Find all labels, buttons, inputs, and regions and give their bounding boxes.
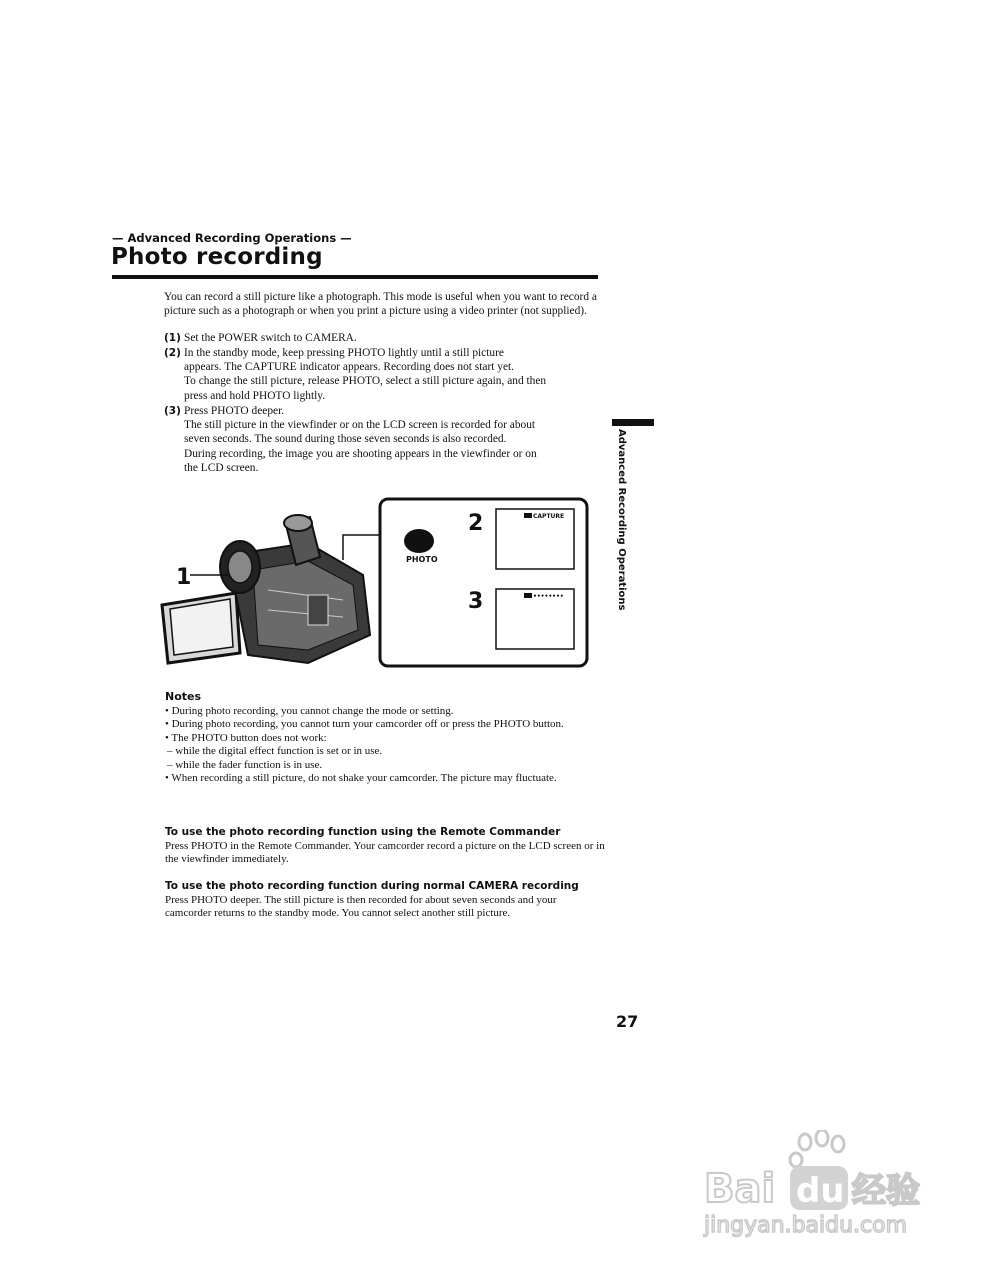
watermark-du: du: [796, 1171, 845, 1211]
title-rule: [112, 275, 598, 279]
step-line: To change the still picture, release PHOTO, select a still picture again, and then: [184, 375, 547, 388]
note-item: • During photo recording, you cannot turn your camcorder off or press the PHOTO button.: [165, 718, 564, 731]
step-number: (2): [164, 347, 181, 359]
note-subitem: – while the digital effect function is set or in use.: [167, 745, 383, 758]
step-line: press and hold PHOTO lightly.: [184, 389, 326, 402]
step-line: Press PHOTO deeper.: [184, 405, 285, 417]
note-item: • The PHOTO button does not work:: [165, 731, 327, 744]
camera-small-icon: [524, 593, 532, 598]
step-2: [164, 346, 614, 403]
paw-logo-icon: [790, 1130, 844, 1167]
normal-section-body: Press PHOTO deeper. The still picture is then recorded for about seven seconds and your camcorder returns to the standby mode. You cannot select another still picture.: [165, 894, 557, 920]
capture-indicator: CAPTURE: [533, 513, 565, 520]
step-line: During recording, the image you are shooting appears in the viewfinder or on: [184, 447, 537, 460]
step-1: [164, 331, 614, 345]
step-line: In the standby mode, keep pressing PHOTO lightly until a still picture: [184, 347, 504, 359]
photo-button-icon: [404, 529, 434, 553]
photo-button-label: PHOTO: [406, 555, 438, 564]
side-tab-label: Advanced Recording Operations: [616, 429, 627, 611]
page-number: 27: [616, 1012, 639, 1031]
step-number: (3): [164, 405, 181, 417]
step-3: [164, 404, 614, 475]
notes-title: Notes: [165, 690, 202, 703]
callout-1: 1: [176, 565, 192, 590]
note-item: • During photo recording, you cannot change the mode or setting.: [165, 705, 454, 717]
callout-3: 3: [468, 589, 484, 614]
side-tab-bar: [612, 419, 654, 426]
step-number: (1): [164, 332, 181, 344]
page-title: Photo recording: [111, 244, 323, 270]
watermark-brand: Bai: [704, 1166, 776, 1212]
callout-connector: [343, 535, 380, 560]
camcorder-icon: [162, 515, 370, 663]
normal-section-title: To use the photo recording function during normal CAMERA recording: [165, 880, 579, 892]
watermark-url: jingyan.baidu.com: [704, 1213, 908, 1238]
step-line: Set the POWER switch to CAMERA.: [184, 332, 357, 344]
baidu-watermark: [700, 1130, 940, 1240]
intro-paragraph: You can record a still picture like a photograph. This mode is useful when you want to record a picture such as a photograph or when you print a picture using a video printer (not supplied).: [164, 291, 597, 318]
watermark-cn: 经验: [852, 1171, 920, 1211]
section-label: — Advanced Recording Operations —: [112, 231, 352, 245]
step-line: appears. The CAPTURE indicator appears. Recording does not start yet.: [184, 361, 515, 374]
step-line: the LCD screen.: [184, 461, 259, 474]
note-subitem: – while the fader function is in use.: [167, 758, 323, 771]
camera-small-icon: [524, 513, 532, 518]
step-line: seven seconds. The sound during those seven seconds is also recorded.: [184, 433, 507, 446]
remote-section-title: To use the photo recording function using the Remote Commander: [165, 826, 561, 838]
step-line: The still picture in the viewfinder or on the LCD screen is recorded for about: [184, 419, 536, 432]
notes-list: [165, 705, 605, 785]
camcorder-illustration: [158, 495, 590, 670]
recording-indicator: ••••••••: [533, 593, 564, 600]
remote-section-body: Press PHOTO in the Remote Commander. Your camcorder record a picture on the LCD screen or in the viewfinder immediately.: [165, 840, 605, 866]
note-item: • When recording a still picture, do not shake your camcorder. The picture may fluctuate.: [165, 772, 557, 785]
callout-2: 2: [468, 511, 484, 536]
